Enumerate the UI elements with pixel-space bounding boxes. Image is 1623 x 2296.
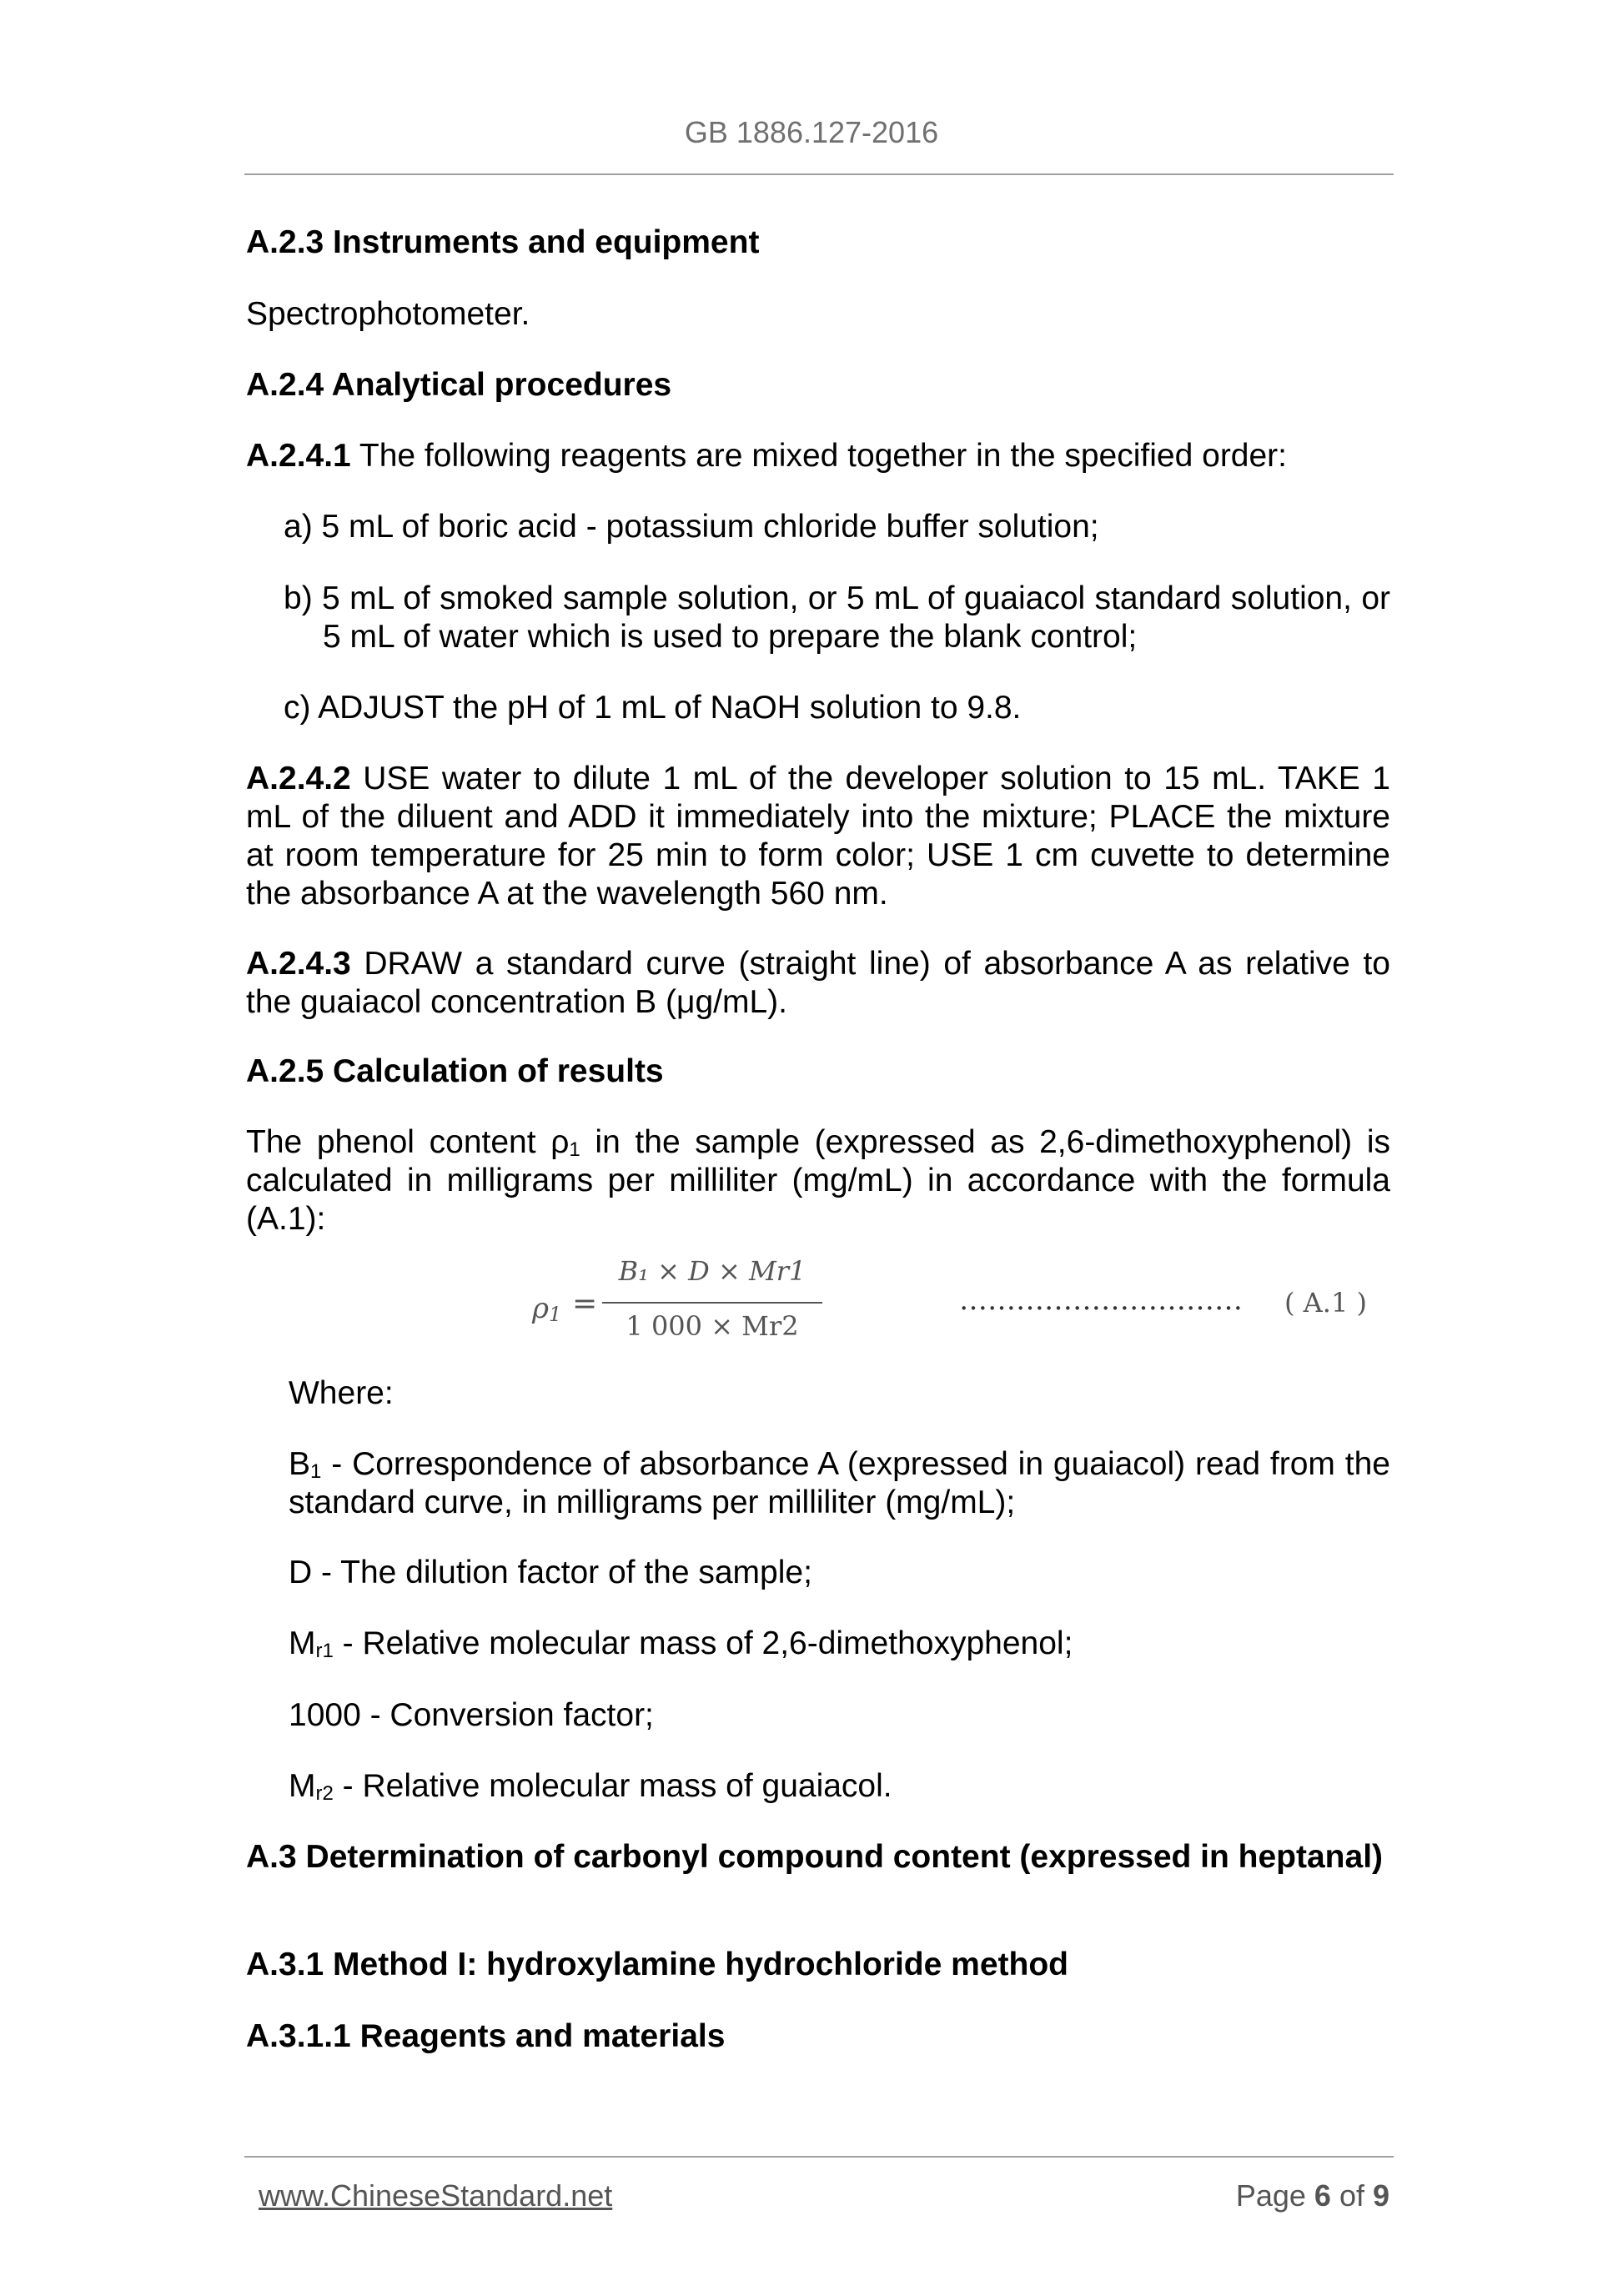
- clause-text: DRAW a standard curve (straight line) of absorbance A as relative to the guaiacol concentration B (μg/mL).: [246, 946, 1390, 1020]
- heading-a23: A.2.3 Instruments and equipment: [246, 224, 760, 260]
- heading-a25: A.2.5 Calculation of results: [246, 1053, 664, 1089]
- para-text: in the sample (expressed as 2,6-dimethoxyphenol) is calculated in milligrams per milliliter (mg/mL) in accordance with the formula (A.1):: [246, 1124, 1390, 1237]
- formula-a1: [525, 1255, 1393, 1355]
- list-item-b-text: b) 5 mL of smoked sample solution, or 5 mL of guaiacol standard solution, or 5 mL of water which is used to prepare the blank control;: [284, 580, 1390, 655]
- fraction-bar: [602, 1302, 822, 1304]
- definition-mr2: [289, 1767, 892, 1806]
- formula-rho-sub: 1: [549, 1303, 562, 1326]
- formula-leader-dots: …………………………: [959, 1284, 1243, 1317]
- document-code: GB 1886.127-2016: [684, 115, 939, 149]
- clause-text: The following reagents are mixed together in the specified order:: [350, 438, 1288, 474]
- formula-lhs: [532, 1292, 561, 1325]
- list-item-b: [284, 580, 1390, 656]
- definition-text: - Relative molecular mass of 2,6-dimethoxyphenol;: [333, 1625, 1073, 1661]
- clause-text: USE water to dilute 1 mL of the developer solution to 15 mL. TAKE 1 mL of the diluent and ADD it immediately into the mixture; PLACE the mixture at room temperature for 25 min to form color; USE 1 cm cuvette to determine the absorbance A at the wavelength 560 nm.: [246, 761, 1390, 912]
- symbol-sub: 1: [310, 1460, 322, 1483]
- heading-a3: A.3 Determination of carbonyl compound content (expressed in heptanal): [246, 1839, 1384, 1875]
- formula-numerator: B₁ × D × Mr1: [618, 1255, 806, 1287]
- clause-label: A.2.4.3: [246, 946, 351, 982]
- definition-text: - Correspondence of absorbance A (expressed in guaiacol) read from the standard curve, in milligrams per milliliter (mg/mL);: [289, 1446, 1390, 1520]
- para-a242: [246, 760, 1390, 913]
- formula-number: ( A.1 ): [1284, 1287, 1367, 1319]
- header-divider: [244, 173, 1394, 175]
- definition-mr1: [289, 1625, 1073, 1663]
- where-label: Where:: [289, 1375, 394, 1411]
- website-link[interactable]: www.ChineseStandard.net: [259, 2178, 613, 2213]
- page-prefix: Page: [1235, 2178, 1314, 2213]
- list-item-a: a) 5 mL of boric acid - potassium chloride buffer solution;: [284, 509, 1099, 545]
- symbol: M: [289, 1625, 316, 1661]
- formula-denominator: 1 000 × Mr2: [626, 1310, 799, 1342]
- page-of: of: [1330, 2178, 1373, 2213]
- clause-label: A.2.4.2: [246, 761, 351, 796]
- page-total: 9: [1372, 2178, 1389, 2213]
- subscript: 1: [569, 1138, 580, 1161]
- para-a241: [246, 437, 1287, 475]
- page-number: 6: [1314, 2178, 1331, 2213]
- definition-1000: 1000 - Conversion factor;: [289, 1697, 654, 1733]
- formula-equals: =: [572, 1287, 598, 1321]
- para-a243: [246, 945, 1390, 1022]
- text-a23: Spectrophotometer.: [246, 296, 530, 332]
- definition-d: D - The dilution factor of the sample;: [289, 1555, 812, 1590]
- symbol-sub: r2: [315, 1782, 334, 1805]
- page-indicator: [1236, 2178, 1389, 2213]
- symbol: M: [289, 1768, 316, 1804]
- footer-divider: [244, 2156, 1394, 2158]
- clause-label: A.2.4.1: [246, 438, 351, 474]
- heading-a311: A.3.1.1 Reagents and materials: [246, 2018, 726, 2054]
- para-text: The phenol content ρ: [246, 1124, 570, 1160]
- para-a25: [246, 1123, 1390, 1238]
- definition-b1: [289, 1445, 1390, 1522]
- list-item-c: c) ADJUST the pH of 1 mL of NaOH solution to 9.8.: [284, 690, 1022, 726]
- formula-rho: ρ: [532, 1292, 549, 1325]
- definition-text: - Relative molecular mass of guaiacol.: [333, 1768, 892, 1804]
- symbol-sub: r1: [315, 1640, 334, 1662]
- heading-a31: A.3.1 Method I: hydroxylamine hydrochloride method: [246, 1947, 1068, 1982]
- symbol: B: [289, 1446, 311, 1482]
- heading-a24: A.2.4 Analytical procedures: [246, 367, 672, 403]
